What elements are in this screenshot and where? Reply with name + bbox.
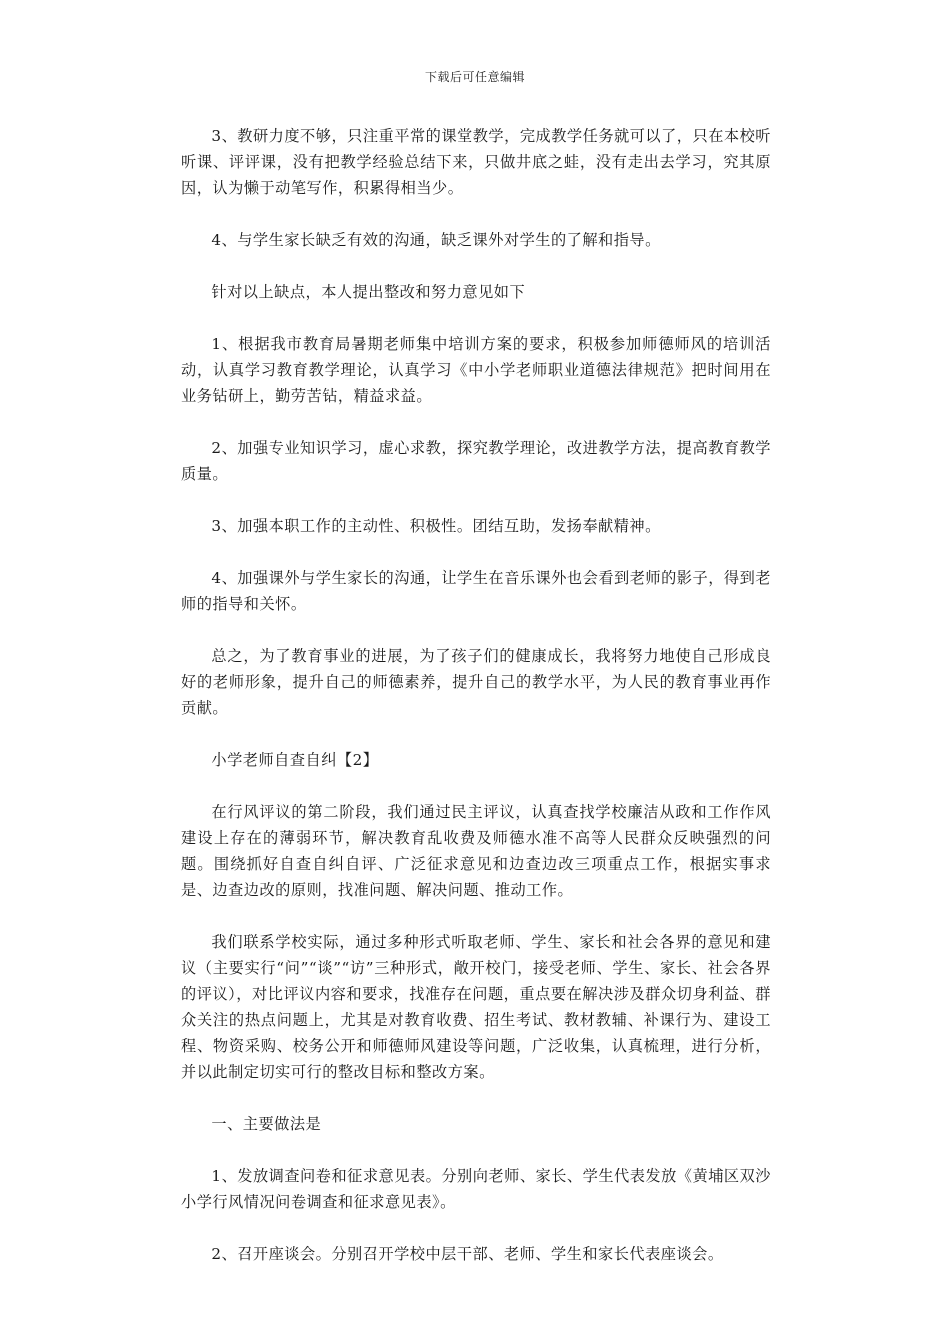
paragraph: 3、加强本职工作的主动性、积极性。团结互助，发扬奉献精神。 bbox=[211, 517, 661, 535]
paragraph: 4、与学生家长缺乏有效的沟通，缺乏课外对学生的了解和指导。 bbox=[211, 231, 661, 249]
subsection-heading: 一、主要做法是 bbox=[211, 1115, 322, 1133]
paragraph: 总之，为了教育事业的进展，为了孩子们的健康成长，我将努力地使自己形成良好的老师形象，提升自己的师德素养，提升自己的教学水平，为人民的教育事业再作贡献。 bbox=[181, 647, 771, 717]
page-header: 下载后可任意编辑 bbox=[424, 70, 525, 84]
paragraph: 1、根据我市教育局暑期老师集中培训方案的要求，积极参加师德师风的培训活动，认真学习教育教学理论，认真学习《中小学老师职业道德法律规范》把时间用在业务钻研上，勤劳苦钻，精益求益。 bbox=[181, 335, 771, 405]
paragraph: 我们联系学校实际，通过多种形式听取老师、学生、家长和社会各界的意见和建议（主要实行“问”“谈”“访”三种形式，敞开校门，接受老师、学生、家长、社会各界的评议），对比评议内容和要求，找准存在问题，重点要在解决涉及群众切身利益、群众关注的热点问题上，尤其是对教育收费、招生考试、教材教辅、补课行为、建设工程、物资采购、校务公开和师德师风建设等问题，广泛收集，认真梳理，进行分析，并以此制定切实可行的整改目标和整改方案。 bbox=[181, 933, 771, 1081]
paragraph: 在行风评议的第二阶段，我们通过民主评议，认真查找学校廉洁从政和工作作风建设上存在的薄弱环节，解决教育乱收费及师德水准不高等人民群众反映强烈的问题。围绕抓好自查自纠自评、广泛征求意见和边查边改三项重点工作，根据实事求是、边查边改的原则，找准问题、解决问题、推动工作。 bbox=[181, 803, 771, 899]
paragraph: 2、加强专业知识学习，虚心求教，探究教学理论，改进教学方法，提高教育教学质量。 bbox=[181, 439, 771, 483]
paragraph: 4、加强课外与学生家长的沟通，让学生在音乐课外也会看到老师的影子，得到老师的指导和关怀。 bbox=[181, 569, 771, 613]
document-body bbox=[181, 123, 771, 1293]
paragraph: 2、召开座谈会。分别召开学校中层干部、老师、学生和家长代表座谈会。 bbox=[211, 1245, 724, 1263]
paragraph: 针对以上缺点，本人提出整改和努力意见如下 bbox=[211, 283, 526, 301]
paragraph: 3、教研力度不够，只注重平常的课堂教学，完成教学任务就可以了，只在本校听听课、评评课，没有把教学经验总结下来，只做井底之蛙，没有走出去学习，究其原因，认为懒于动笔写作，积累得相当少。 bbox=[181, 127, 771, 197]
section-heading: 小学老师自查自纠【2】 bbox=[211, 751, 379, 769]
paragraph: 1、发放调查问卷和征求意见表。分别向老师、家长、学生代表发放《黄埔区双沙小学行风情况问卷调查和征求意见表》。 bbox=[181, 1167, 771, 1211]
